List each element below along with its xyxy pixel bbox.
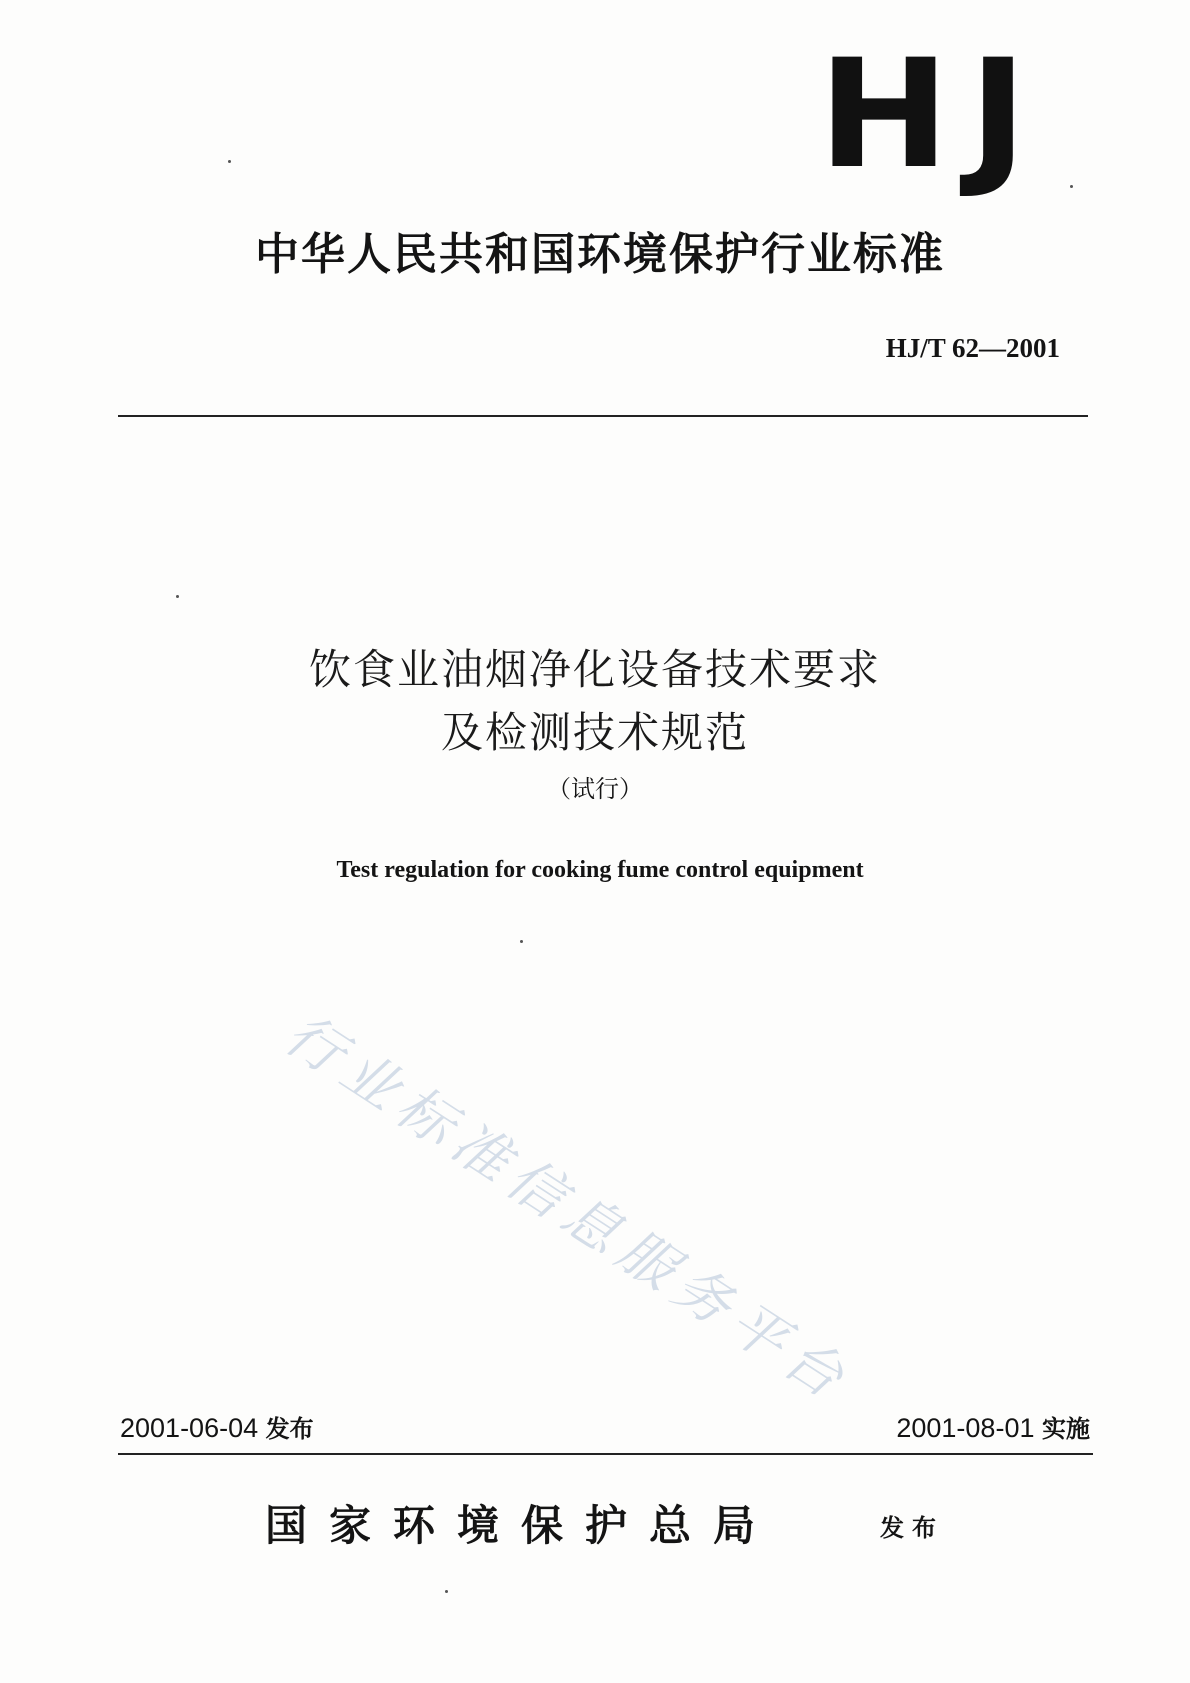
scan-speck [176, 595, 179, 598]
issuing-authority: 国家环境保护总局 [265, 1501, 778, 1550]
implementation-date-label: 实施 [1042, 1415, 1090, 1443]
scan-speck [228, 160, 231, 163]
hj-logo: HJ [818, 28, 1047, 202]
scan-speck [1070, 185, 1073, 188]
trial-note: （试行） [547, 775, 643, 803]
standard-category: 中华人民共和国环境保护行业标准 [255, 229, 945, 280]
scan-speck [445, 1590, 448, 1593]
implementation-date-value: 2001-08-01 [896, 1413, 1035, 1443]
implementation-date [790, 1410, 1090, 1447]
issue-date-value: 2001-06-04 [120, 1413, 259, 1443]
issue-date [120, 1410, 314, 1447]
english-title: Test regulation for cooking fume control equipment [336, 857, 864, 883]
issue-date-label: 发布 [265, 1415, 314, 1443]
standard-number: HJ/T 62—2001 [885, 333, 1060, 363]
document-title-line2: 及检测技术规范 [440, 708, 749, 757]
watermark: 行业标准信息服务平台 [273, 1001, 863, 1416]
document-title-line1: 饮食业油烟净化设备技术要求 [308, 645, 881, 694]
header-divider [118, 415, 1088, 417]
footer-divider [118, 1453, 1093, 1455]
scan-speck [520, 940, 523, 943]
issuing-authority-label: 发布 [880, 1514, 944, 1542]
